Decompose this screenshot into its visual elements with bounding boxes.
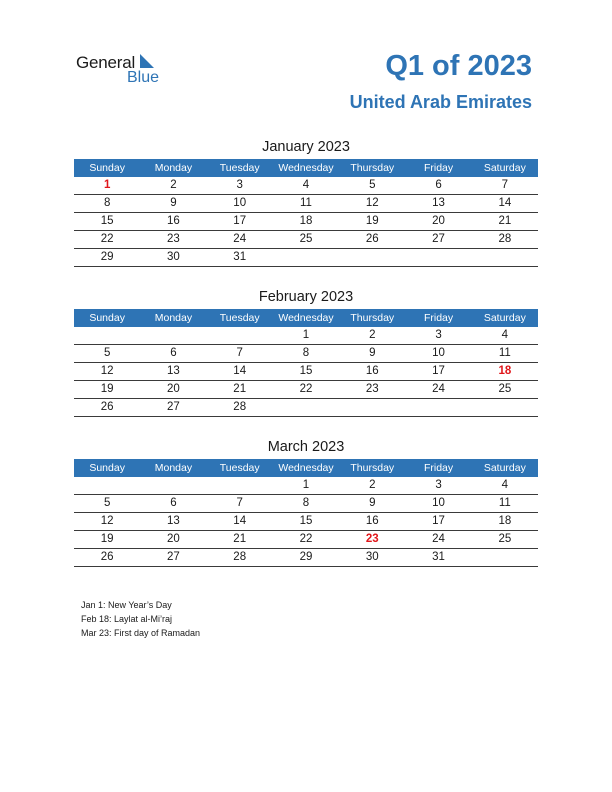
day-cell: 25 [472,381,538,399]
day-cell: 12 [74,513,140,531]
day-cell: 16 [339,363,405,381]
day-cell [273,249,339,267]
weekday-header: Saturday [472,309,538,327]
day-cell: 16 [339,513,405,531]
day-cell: 13 [140,513,206,531]
day-cell: 25 [273,231,339,249]
day-cell: 5 [74,345,140,363]
calendar-grid [74,159,538,267]
day-cell: 24 [405,531,471,549]
day-cell: 13 [405,195,471,213]
day-cell: 30 [339,549,405,567]
day-cell: 19 [74,381,140,399]
weekday-header: Thursday [339,159,405,177]
day-cell: 5 [339,177,405,195]
day-cell: 21 [207,381,273,399]
day-cell [74,327,140,345]
weekday-header: Saturday [472,159,538,177]
day-cell: 8 [273,345,339,363]
day-cell: 22 [74,231,140,249]
day-cell: 26 [74,399,140,417]
day-cell: 8 [74,195,140,213]
logo-text-general: General [76,53,136,72]
day-cell: 19 [339,213,405,231]
day-cell: 11 [472,495,538,513]
day-cell: 4 [472,327,538,345]
weekday-header: Friday [405,459,471,477]
day-cell: 21 [207,531,273,549]
weekday-header: Wednesday [273,159,339,177]
country-subtitle: United Arab Emirates [349,92,532,112]
day-cell: 22 [273,381,339,399]
logo-text-blue: Blue [127,69,160,86]
holiday-notes [81,598,200,640]
day-cell [339,399,405,417]
day-cell: 15 [273,363,339,381]
day-cell [273,399,339,417]
day-cell: 7 [472,177,538,195]
weekday-header: Monday [140,459,206,477]
day-cell: 11 [472,345,538,363]
day-cell: 2 [140,177,206,195]
calendar-grid [74,459,538,567]
day-cell: 10 [405,495,471,513]
weekday-header: Thursday [339,459,405,477]
day-cell [140,327,206,345]
day-cell: 30 [140,249,206,267]
day-cell: 23 [140,231,206,249]
weekday-header: Monday [140,309,206,327]
day-cell: 4 [273,177,339,195]
day-cell: 14 [207,363,273,381]
day-cell [207,327,273,345]
weekday-header: Thursday [339,309,405,327]
month-february [74,286,538,417]
day-cell [405,249,471,267]
day-cell: 9 [339,495,405,513]
day-cell [472,549,538,567]
day-cell: 14 [472,195,538,213]
day-cell: 6 [140,345,206,363]
day-cell: 21 [472,213,538,231]
page-title: Q1 of 2023 [385,50,532,82]
holiday-note: Feb 18: Laylat al-Mi’raj [81,614,173,624]
day-cell: 27 [140,399,206,417]
calendar-grid [74,309,538,417]
day-cell: 22 [273,531,339,549]
day-cell: 12 [74,363,140,381]
day-cell: 17 [207,213,273,231]
day-cell: 26 [339,231,405,249]
day-cell: 2 [339,327,405,345]
day-cell: 20 [405,213,471,231]
day-cell: 29 [74,249,140,267]
day-cell: 20 [140,531,206,549]
day-cell: 10 [207,195,273,213]
day-cell: 10 [405,345,471,363]
day-cell [472,399,538,417]
weekday-header: Sunday [74,159,140,177]
day-cell: 18 [273,213,339,231]
month-march [74,436,538,567]
day-cell: 6 [405,177,471,195]
day-cell: 23 [339,381,405,399]
weekday-header: Tuesday [207,159,273,177]
day-cell: 25 [472,531,538,549]
month-title: February 2023 [258,289,354,305]
day-cell: 7 [207,495,273,513]
weekday-header: Monday [140,159,206,177]
holiday-note: Jan 1: New Year’s Day [81,600,172,610]
day-cell: 1 [273,327,339,345]
weekday-header: Sunday [74,309,140,327]
day-cell [339,249,405,267]
day-cell: 27 [405,231,471,249]
day-cell: 4 [472,477,538,495]
day-cell: 2 [339,477,405,495]
day-cell: 5 [74,495,140,513]
weekday-header: Sunday [74,459,140,477]
day-cell: 17 [405,513,471,531]
holiday-day-cell: 1 [74,177,140,195]
day-cell [405,399,471,417]
holiday-day-cell: 23 [339,531,405,549]
day-cell: 13 [140,363,206,381]
day-cell: 28 [207,399,273,417]
day-cell: 29 [273,549,339,567]
weekday-header: Tuesday [207,309,273,327]
day-cell: 16 [140,213,206,231]
day-cell: 18 [472,513,538,531]
holiday-note: Mar 23: First day of Ramadan [81,628,201,638]
generalblue-logo [76,52,176,88]
day-cell: 20 [140,381,206,399]
weekday-header: Tuesday [207,459,273,477]
day-cell: 15 [74,213,140,231]
day-cell: 15 [273,513,339,531]
month-title: January 2023 [262,139,350,155]
day-cell: 3 [405,477,471,495]
day-cell: 17 [405,363,471,381]
day-cell: 28 [472,231,538,249]
month-title: March 2023 [267,439,345,455]
day-cell [74,477,140,495]
day-cell [140,477,206,495]
logo-triangle-icon [140,54,154,68]
day-cell: 11 [273,195,339,213]
day-cell: 3 [405,327,471,345]
day-cell: 24 [405,381,471,399]
day-cell: 6 [140,495,206,513]
weekday-header: Wednesday [273,309,339,327]
day-cell: 31 [207,249,273,267]
day-cell: 28 [207,549,273,567]
holiday-day-cell: 18 [472,363,538,381]
weekday-header: Wednesday [273,459,339,477]
day-cell: 3 [207,177,273,195]
day-cell: 27 [140,549,206,567]
day-cell: 9 [140,195,206,213]
day-cell: 19 [74,531,140,549]
weekday-header: Friday [405,159,471,177]
day-cell: 31 [405,549,471,567]
day-cell: 8 [273,495,339,513]
month-january [74,136,538,267]
weekday-header: Friday [405,309,471,327]
day-cell [207,477,273,495]
day-cell: 24 [207,231,273,249]
day-cell: 1 [273,477,339,495]
day-cell: 12 [339,195,405,213]
day-cell [472,249,538,267]
day-cell: 26 [74,549,140,567]
weekday-header: Saturday [472,459,538,477]
day-cell: 7 [207,345,273,363]
day-cell: 9 [339,345,405,363]
day-cell: 14 [207,513,273,531]
